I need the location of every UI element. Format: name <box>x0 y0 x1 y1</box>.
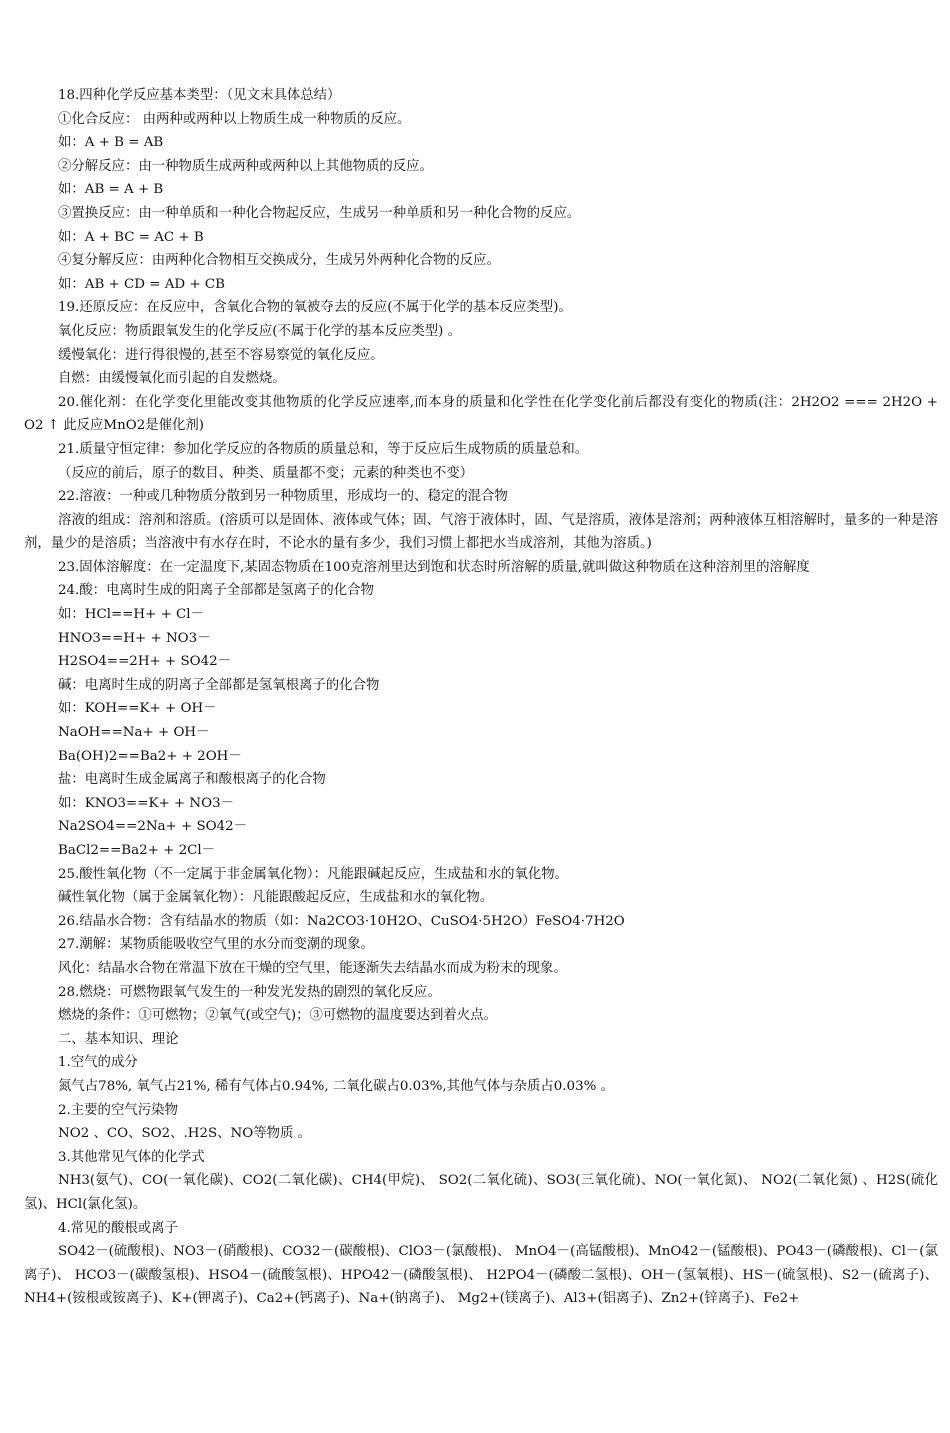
text-line: HNO3==H+ + NO3－ <box>58 630 211 646</box>
text-line: ③置换反应：由一种单质和一种化合物起反应，生成另一种单质和另一种化合物的反应。 <box>58 205 581 221</box>
text-line: 25.酸性氧化物（不一定属于非金属氧化物）：凡能跟碱起反应，生成盐和水的氧化物。 <box>58 866 569 882</box>
text-line: 24.酸：电离时生成的阳离子全部都是氢离子的化合物 <box>58 583 374 599</box>
text-line: Ba(OH)2==Ba2+ + 2OH－ <box>58 748 242 764</box>
text-line: 如：KNO3==K+ + NO3－ <box>58 795 235 811</box>
text-line: 盐：电离时生成金属离子和酸根离子的化合物 <box>58 772 326 788</box>
text-paragraph: SO42－(硫酸根)、NO3－(硝酸根)、CO32－(碳酸根)、ClO3－(氯酸根)、 MnO4－(高锰酸根)、MnO42－(锰酸根)、PO43－(磷酸根)、Cl－(氯离子)、 HCO3－(碳酸氢根)、HSO4－(硫酸氢根)、HPO42－(磷酸氢根)、 H2PO4－(磷酸二氢根)、OH－(氢氧根)、HS－(硫氢根)、S2－(硫离子)、 NH4+(铵根或铵离子)、K+(钾离子)、Ca2+(钙离子)、Na+(钠离子)、 Mg2+(镁离子)、Al3+(铝离子)、Zn2+(锌离子)、Fe2+ <box>24 1244 938 1307</box>
text-line: 燃烧的条件：①可燃物；②氧气(或空气)；③可燃物的温度要达到着火点。 <box>58 1008 497 1024</box>
text-line: 22.溶液：一种或几种物质分散到另一种物质里，形成均一的、稳定的混合物 <box>58 489 508 505</box>
subsection-heading: 3.其他常见气体的化学式 <box>58 1149 205 1165</box>
text-line: 如：KOH==K+ + OH－ <box>58 701 217 717</box>
text-line: 18.四种化学反应基本类型：（见文末具体总结） <box>58 88 341 103</box>
text-line: 如：AB = A + B <box>58 182 164 198</box>
text-paragraph: 20.催化剂：在化学变化里能改变其他物质的化学反应速率,而本身的质量和化学性在化学变化前后都没有变化的物质(注：2H2O2 === 2H2O + O2 ↑ 此反应MnO2是催化剂) <box>24 394 938 434</box>
text-line: ④复分解反应：由两种化合物相互交换成分，生成另外两种化合物的反应。 <box>58 253 500 269</box>
text-line: 如：A + B = AB <box>58 135 164 151</box>
text-paragraph: 23.固体溶解度：在一定温度下,某固态物质在100克溶剂里达到饱和状态时所溶解的质量,就叫做这种物质在这种溶剂里的溶解度 <box>58 559 810 575</box>
text-line: 缓慢氧化：进行得很慢的,甚至不容易察觉的氧化反应。 <box>58 347 384 363</box>
text-line: 风化：结晶水合物在常温下放在干燥的空气里，能逐渐失去结晶水而成为粉末的现象。 <box>58 960 567 976</box>
text-paragraph: NH3(氨气)、CO(一氧化碳)、CO2(二氧化碳)、CH4(甲烷)、 SO2(二氧化硫)、SO3(三氧化硫)、NO(一氧化氮)、 NO2(二氧化氮) 、H2S(硫化氢)、HCl(氯化氢)。 <box>24 1173 938 1212</box>
text-line: （反应的前后，原子的数目、种类、质量都不变；元素的种类也不变） <box>58 465 474 481</box>
text-line: 碱：电离时生成的阴离子全部都是氢氧根离子的化合物 <box>58 677 380 693</box>
text-line: H2SO4==2H+ + SO42－ <box>58 654 232 670</box>
section-heading: 二、基本知识、理论 <box>58 1031 179 1047</box>
text-line: 28.燃烧：可燃物跟氧气发生的一种发光发热的剧烈的氧化反应。 <box>58 984 441 1000</box>
text-line: Na2SO4==2Na+ + SO42－ <box>58 819 248 835</box>
text-line: BaCl2==Ba2+ + 2Cl－ <box>58 843 216 858</box>
text-line: 27.潮解：某物质能吸收空气里的水分而变潮的现象。 <box>58 937 374 953</box>
text-line: 氮气占78%, 氧气占21%, 稀有气体占0.94%, 二氧化碳占0.03%,其他气体与杂质占0.03% 。 <box>58 1078 614 1094</box>
text-line: 碱性氧化物（属于金属氧化物）：凡能跟酸起反应，生成盐和水的氧化物。 <box>58 890 494 906</box>
subsection-heading: 1.空气的成分 <box>58 1055 138 1071</box>
text-line: ②分解反应：由一种物质生成两种或两种以上其他物质的反应。 <box>58 158 433 174</box>
document-page <box>24 84 938 1311</box>
subsection-heading: 4.常见的酸根或离子 <box>58 1220 178 1236</box>
text-line: 氧化反应：物质跟氧发生的化学反应(不属于化学的基本反应类型) 。 <box>58 323 462 339</box>
text-line: NaOH==Na+ + OH－ <box>58 725 210 741</box>
text-line: ①化合反应： 由两种或两种以上物质生成一种物质的反应。 <box>58 111 411 127</box>
subsection-heading: 2.主要的空气污染物 <box>58 1102 178 1118</box>
text-line: 如：HCl==H+ + Cl－ <box>58 607 204 623</box>
text-line: 19.还原反应：在反应中，含氧化合物的氧被夺去的反应(不属于化学的基本反应类型)。 <box>58 300 572 316</box>
text-paragraph: 溶液的组成：溶剂和溶质。(溶质可以是固体、液体或气体；固、气溶于液体时，固、气是溶质，液体是溶剂；两种液体互相溶解时，量多的一种是溶剂，量少的是溶质；当溶液中有水存在时，不论水的量有多少，我们习惯上都把水当成溶剂，其他为溶质。) <box>24 512 938 552</box>
text-line: NO2 、CO、SO2、.H2S、NO等物质 。 <box>58 1126 312 1142</box>
text-line: 如：A + BC = AC + B <box>58 229 204 245</box>
text-line: 21.质量守恒定律：参加化学反应的各物质的质量总和，等于反应后生成物质的质量总和。 <box>58 441 589 457</box>
text-line: 如：AB + CD = AD + CB <box>58 276 225 292</box>
text-line: 自燃：由缓慢氧化而引起的自发燃烧。 <box>58 371 286 387</box>
text-line: 26.结晶水合物：含有结晶水的物质（如：Na2CO3·10H2O、CuSO4·5H2O）FeSO4·7H2O <box>58 913 625 929</box>
